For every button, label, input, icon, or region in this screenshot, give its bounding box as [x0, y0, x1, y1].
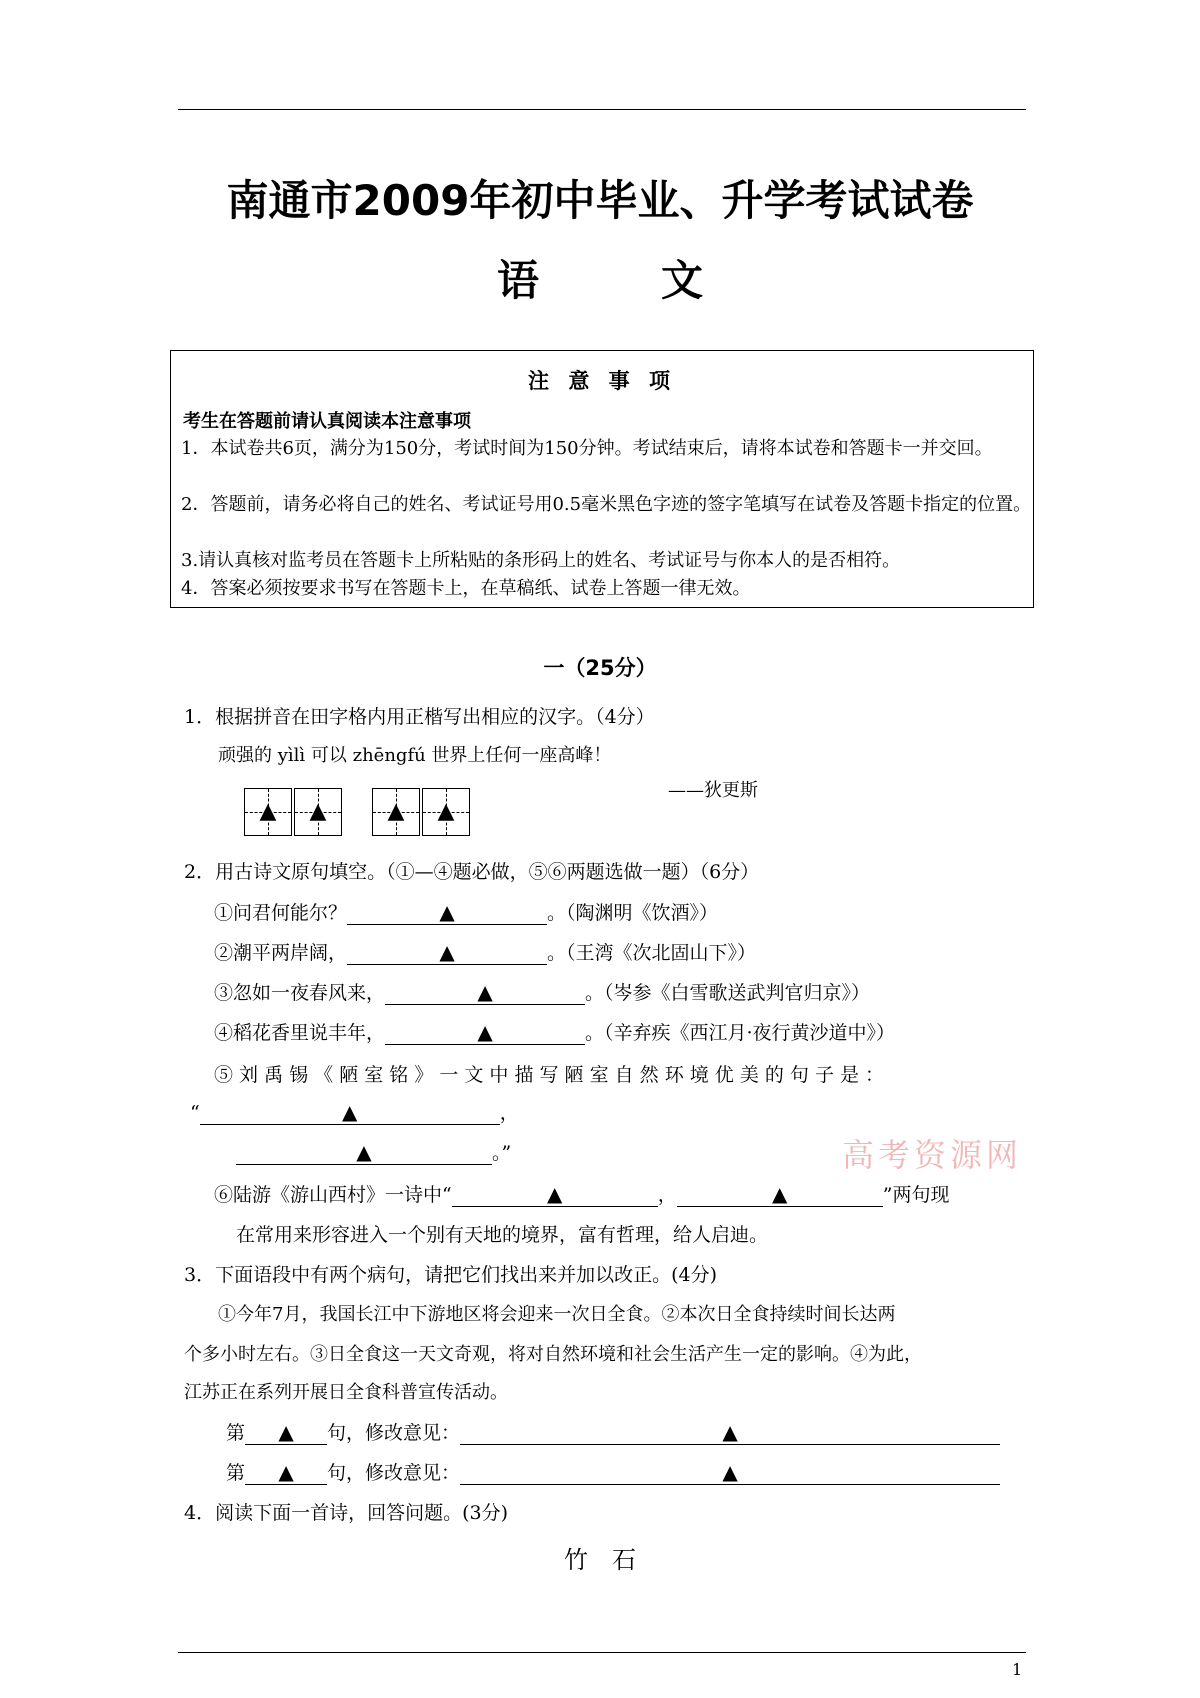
sentence-number-blank[interactable] [245, 1420, 327, 1445]
answer-blank[interactable] [452, 1182, 658, 1207]
sentence-number-blank[interactable] [245, 1460, 327, 1485]
bottom-rule [178, 1652, 1026, 1653]
q1-text: 顽强的 yìlì 可以 zhēngfú 世界上任何一座高峰！ [218, 745, 612, 766]
subject-title: 语 文 [496, 256, 743, 305]
answer-marker: ▲ [722, 1420, 738, 1444]
answer-prefix: 第 [226, 1462, 246, 1484]
comma: ， [499, 1102, 519, 1124]
tianzige-box[interactable] [294, 788, 342, 836]
answer-marker: ▲ [722, 1460, 738, 1484]
answer-blank[interactable] [347, 900, 547, 925]
q3-stem: 3．下面语段中有两个病句，请把它们找出来并加以改正。(4分) [184, 1264, 718, 1286]
watermark: 高考资源网 [842, 1136, 1023, 1174]
q2-item5-line1 [190, 1098, 519, 1125]
page-number: 1 [1012, 1660, 1023, 1679]
revision-blank[interactable] [460, 1420, 1000, 1445]
q2-item5-line2 [236, 1138, 511, 1165]
q1-stem: 1．根据拼音在田字格内用正楷写出相应的汉字。（4分） [184, 706, 655, 728]
answer-blank[interactable] [385, 980, 585, 1005]
notice-item: 3.请认真核对监考员在答题卡上所粘贴的条形码上的姓名、考试证号与你本人的是否相符。 [181, 550, 901, 571]
answer-marker: ▲ [342, 1100, 358, 1124]
notice-item: 1．本试卷共6页，满分为150分，考试时间为150分钟。考试结束后，请将本试卷和答题卡一并交回。 [181, 438, 993, 459]
q1-attribution: ——狄更斯 [668, 780, 758, 801]
notice-box [170, 350, 1034, 608]
open-quote: “ [190, 1102, 200, 1124]
q2-item-pre: ④稻花香里说丰年， [214, 1022, 386, 1044]
q2-item-post: 。（岑参《白雪歌送武判官归京》） [585, 982, 871, 1004]
q2-item-pre: ②潮平两岸阔， [214, 942, 348, 964]
q2-item-post: 。（辛弃疾《西江月·夜行黄沙道中》） [585, 1022, 896, 1044]
answer-marker: ▲ [356, 1140, 372, 1164]
answer-marker: ▲ [278, 1460, 294, 1484]
answer-blank[interactable] [347, 940, 547, 965]
revision-blank[interactable] [460, 1460, 1000, 1485]
notice-subheading: 考生在答题前请认真阅读本注意事项 [183, 411, 471, 432]
q2-item-3 [214, 978, 870, 1005]
q3-passage-line: ①今年7月，我国长江中下游地区将会迎来一次日全食。②本次日全食持续时间长达两 [218, 1304, 896, 1325]
answer-blank[interactable] [385, 1020, 585, 1045]
answer-marker: ▲ [439, 940, 455, 964]
answer-marker: ▲ [547, 1182, 563, 1206]
tianzige-box[interactable] [422, 788, 470, 836]
answer-marker: ▲ [772, 1182, 788, 1206]
answer-blank[interactable] [236, 1140, 492, 1165]
answer-label: 句，修改意见： [327, 1422, 461, 1444]
close-quote: 。” [492, 1142, 512, 1164]
q2-item5-intro: ⑤ 刘 禹 锡 《 陋 室 铭 》 一 文 中 描 写 陋 室 自 然 环 境 优 美 的 句 子 是 ： [214, 1064, 885, 1086]
q2-item-post: 。（王湾《次北固山下》） [547, 942, 757, 964]
section-heading: 一（25分） [543, 656, 657, 680]
q3-passage-line: 江苏正在系列开展日全食科普宣传活动。 [184, 1382, 508, 1403]
q3-answer-row [226, 1458, 1000, 1485]
answer-marker: ▲ [259, 799, 277, 824]
answer-marker: ▲ [437, 799, 455, 824]
q2-item-post: 。（陶渊明《饮酒》） [547, 902, 719, 924]
q4-stem: 4．阅读下面一首诗，回答问题。(3分) [184, 1502, 509, 1524]
tianzige-box[interactable] [372, 788, 420, 836]
q2-item6-pre: ⑥陆游《游山西村》一诗中“ [214, 1184, 452, 1206]
comma: ， [657, 1184, 677, 1206]
q3-passage-line: 个多小时左右。③日全食这一天文奇观，将对自然环境和社会生活产生一定的影响。④为此， [184, 1344, 922, 1365]
notice-item: 2．答题前，请务必将自己的姓名、考试证号用0.5毫米黑色字迹的签字笔填写在试卷及答题卡指定的位置。 [181, 494, 1032, 515]
notice-heading: 注 意 事 项 [528, 369, 676, 393]
top-rule [178, 109, 1026, 110]
q2-item6-line1 [214, 1180, 949, 1207]
notice-item: 4．答案必须按要求书写在答题卡上，在草稿纸、试卷上答题一律无效。 [181, 578, 751, 599]
q2-item-2 [214, 938, 756, 965]
q2-item6-line2: 在常用来形容进入一个别有天地的境界，富有哲理，给人启迪。 [236, 1224, 769, 1246]
answer-prefix: 第 [226, 1422, 246, 1444]
answer-marker: ▲ [477, 1020, 493, 1044]
answer-label: 句，修改意见： [327, 1462, 461, 1484]
poem-title: 竹 石 [564, 1546, 636, 1574]
answer-marker: ▲ [309, 799, 327, 824]
answer-marker: ▲ [387, 799, 405, 824]
q2-item-4 [214, 1018, 895, 1045]
q2-item-pre: ③忽如一夜春风来， [214, 982, 386, 1004]
answer-blank[interactable] [677, 1182, 883, 1207]
q2-stem: 2．用古诗文原句填空。（①—④题必做，⑤⑥两题选做一题）（6分） [184, 861, 760, 883]
tianzige-box[interactable] [244, 788, 292, 836]
q3-answer-row [226, 1418, 1000, 1445]
exam-title: 南通市2009年初中毕业、升学考试试卷 [226, 176, 974, 225]
q2-item6-post: ”两句现 [882, 1184, 950, 1206]
q2-item-pre: ①问君何能尔？ [214, 902, 348, 924]
answer-marker: ▲ [439, 900, 455, 924]
q2-item-1 [214, 898, 718, 925]
answer-marker: ▲ [278, 1420, 294, 1444]
answer-marker: ▲ [477, 980, 493, 1004]
answer-blank[interactable] [200, 1100, 500, 1125]
